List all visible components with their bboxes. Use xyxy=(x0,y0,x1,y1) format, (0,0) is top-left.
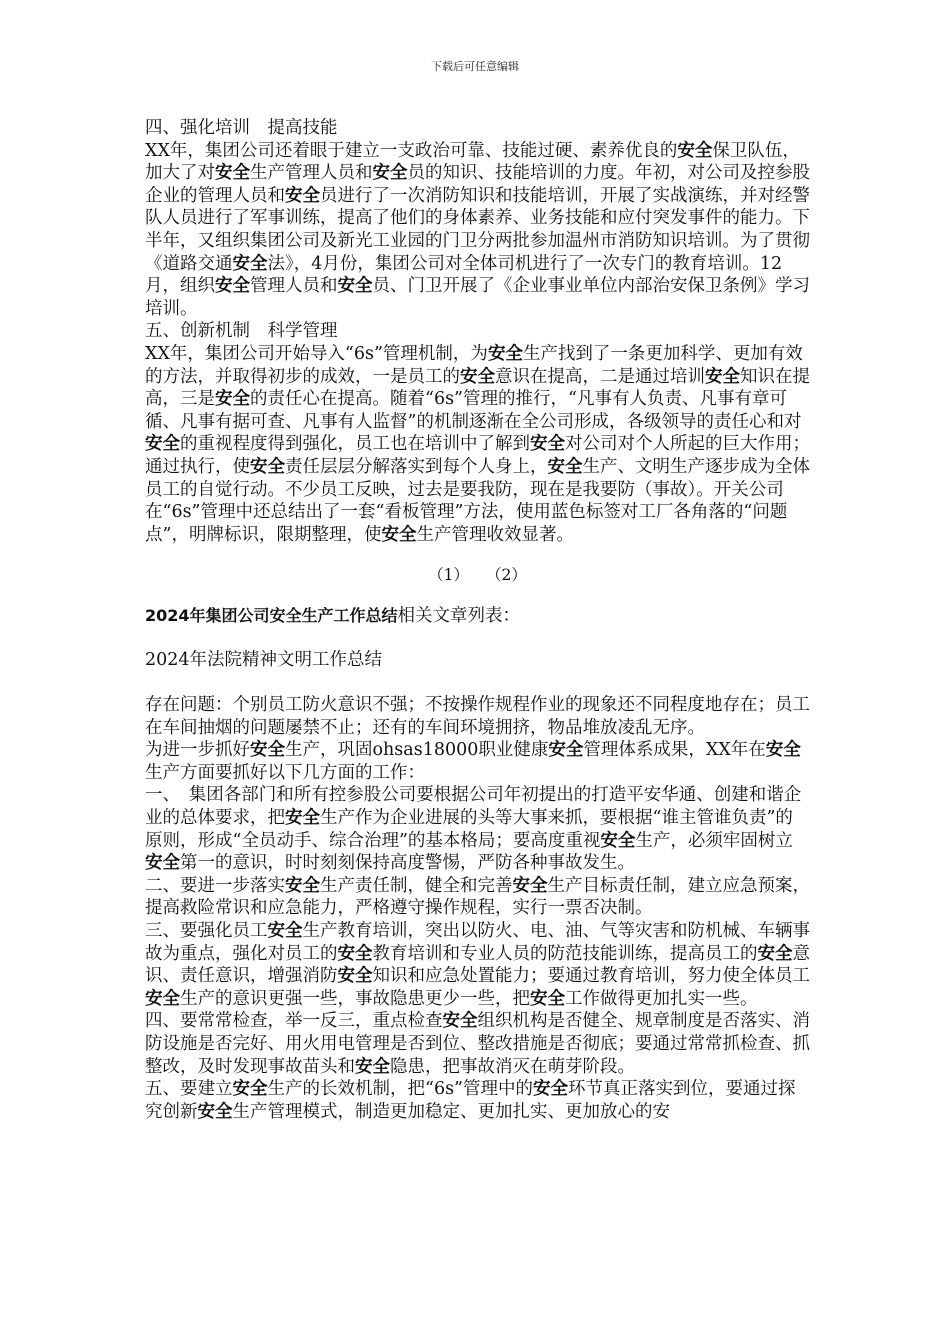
highlight-term: 安全 xyxy=(355,1056,390,1077)
related-articles-heading xyxy=(145,605,810,628)
section-heading: 五、创新机制 科学管理 xyxy=(145,321,338,342)
highlight-term: 安全 xyxy=(145,434,180,455)
highlight-term: 安全 xyxy=(250,740,285,761)
highlight-term: 安全 xyxy=(487,343,523,364)
highlight-term: 安全 xyxy=(232,253,268,274)
highlight-term: 安全 xyxy=(547,456,583,477)
highlight-term: 安全 xyxy=(285,875,320,896)
highlight-term: 安全 xyxy=(337,943,373,964)
highlight-term: 安全 xyxy=(285,185,320,206)
highlight-term: 安全 xyxy=(460,366,495,387)
highlight-term: 安全 xyxy=(705,366,740,387)
page-link-2[interactable]: （2） xyxy=(485,566,527,585)
highlight-term: 安全 xyxy=(442,1011,478,1032)
highlight-term: 安全 xyxy=(530,988,565,1009)
page-header-note: 下载后可任意编辑 xyxy=(431,60,519,73)
highlight-term: 安全 xyxy=(215,276,250,297)
highlight-term: 安全 xyxy=(381,524,417,545)
document-body xyxy=(145,117,810,1123)
body-paragraph: 三、要强化员工安全生产教育培训，突出以防火、电、油、气等灾害和防机械、车辆事故为重点，强化对员工的安全教育培训和专业人员的防范技能训练，提高员工的安全意识、责任意识，增强消防安全知识和应急处置能力；要通过教育培训，努力使全体员工安全生产的意识更强一些，事故隐患更少一些，把安全工作做得更加扎实一些。 xyxy=(145,921,810,1009)
highlight-term: 安全 xyxy=(600,830,636,851)
highlight-term: 安全 xyxy=(215,163,250,184)
highlight-term: 安全 xyxy=(512,875,548,896)
body-paragraph: 存在问题：个别员工防火意识不强；不按操作规程作业的现象还不同程度地存在；员工在车间抽烟的问题屡禁不止；还有的车间环境拥挤，物品堆放凌乱无序。 xyxy=(145,695,810,738)
highlight-term: 安全 xyxy=(250,456,285,477)
highlight-term: 安全 xyxy=(548,740,584,761)
body-paragraph: 一、 集团各部门和所有控参股公司要根据公司年初提出的打造平安华通、创建和谐企业的总体要求，把安全生产作为企业进展的头等大事来抓，要根据“谁主管谁负责”的原则，形成“全员动手、综合治理”的基本格局；要高度重视安全生产，必须牢固树立安全第一的意识，时时刻刻保持高度警惕，严防各种事故发生。 xyxy=(145,785,802,874)
related-article-link[interactable]: 2024年法院精神文明工作总结 xyxy=(145,650,383,671)
related-articles-title[interactable]: 2024年集团公司安全生产工作总结 xyxy=(145,605,398,625)
highlight-term: 安全 xyxy=(677,140,713,161)
highlight-term: 安全 xyxy=(372,163,408,184)
related-articles-suffix: 相关文章列表： xyxy=(397,605,521,626)
highlight-term: 安全 xyxy=(145,988,180,1009)
page-link-1[interactable]: （1） xyxy=(428,566,470,585)
highlight-term: 安全 xyxy=(285,808,320,829)
highlight-term: 安全 xyxy=(765,740,801,761)
body-paragraph: 二、要进一步落实安全生产责任制，健全和完善安全生产目标责任制，建立应急预案，提高救险常识和应急能力，严格遵守操作规程，实行一票否决制。 xyxy=(145,875,810,919)
body-paragraph: 四、要常常检查，举一反三，重点检查安全组织机构是否健全、规章制度是否落实、消防设施是否完好、用火用电管理是否到位、整改措施是否彻底；要通过常常抓检查、抓整改，及时发现事故苗头和安全隐患，把事故消灭在萌芽阶段。 xyxy=(145,1011,810,1077)
highlight-term: 安全 xyxy=(145,853,180,874)
highlight-term: 安全 xyxy=(197,1101,233,1122)
pagination xyxy=(145,564,810,587)
section-paragraph: XX年，集团公司还着眼于建立一支政治可靠、技能过硬、素养优良的安全保卫队伍，加大了对安全生产管理人员和安全员的知识、技能培训的力度。年初，对公司及控参股企业的管理人员和安全员进行了一次消防知识和技能培训，开展了实战演练，并对经警队人员进行了军事训练，提高了他们的身体素养、业务技能和应付突发事件的能力。下半年，又组织集团公司及新光工业园的门卫分两批参加温州市消防知识培训。为了贯彻《道路交通安全法》，4月份，集团公司对全体司机进行了一次专门的教育培训。12月，组织安全管理人员和安全员、门卫开展了《企业事业单位内部治安保卫条例》学习培训。 xyxy=(145,140,810,319)
section-heading: 四、强化培训 提高技能 xyxy=(145,118,338,138)
highlight-term: 安全 xyxy=(530,434,565,455)
highlight-term: 安全 xyxy=(337,276,373,297)
highlight-term: 安全 xyxy=(267,921,303,941)
highlight-term: 安全 xyxy=(215,389,250,410)
body-paragraph: 五、要建立安全生产的长效机制，把“6s”管理中的安全环节真正落实到位，要通过探究创新安全生产管理模式，制造更加稳定、更加扎实、更加放心的安 xyxy=(145,1079,796,1122)
highlight-term: 安全 xyxy=(337,966,373,987)
body-paragraph: 为进一步抓好安全生产，巩固ohsas18000职业健康安全管理体系成果，XX年在安全生产方面要抓好以下几方面的工作： xyxy=(145,740,801,783)
highlight-term: 安全 xyxy=(232,1079,268,1100)
section-paragraph: XX年，集团公司开始导入“6s”管理机制，为安全生产找到了一条更加科学、更加有效的方法，并取得初步的成效，一是员工的安全意识在提高，二是通过培训安全知识在提高，三是安全的责任心在提高。随着“6s”管理的推行，“凡事有人负责、凡事有章可循、凡事有据可查、凡事有人监督”的机制逐渐在全公司形成，各级领导的责任心和对安全的重视程度得到强化，员工也在培训中了解到安全对公司对个人所起的巨大作用；通过执行，使安全责任层层分解落实到每个人身上，安全生产、文明生产逐步成为全体员工的自觉行动。不少员工反映，过去是要我防，现在是我要防（事故）。开关公司在“6s”管理中还总结出了一套“看板管理”方法，使用蓝色标签对工厂各角落的“问题点”，明牌标识，限期整理，使安全生产管理收效显著。 xyxy=(145,343,810,545)
highlight-term: 安全 xyxy=(533,1079,569,1100)
highlight-term: 安全 xyxy=(757,943,793,964)
